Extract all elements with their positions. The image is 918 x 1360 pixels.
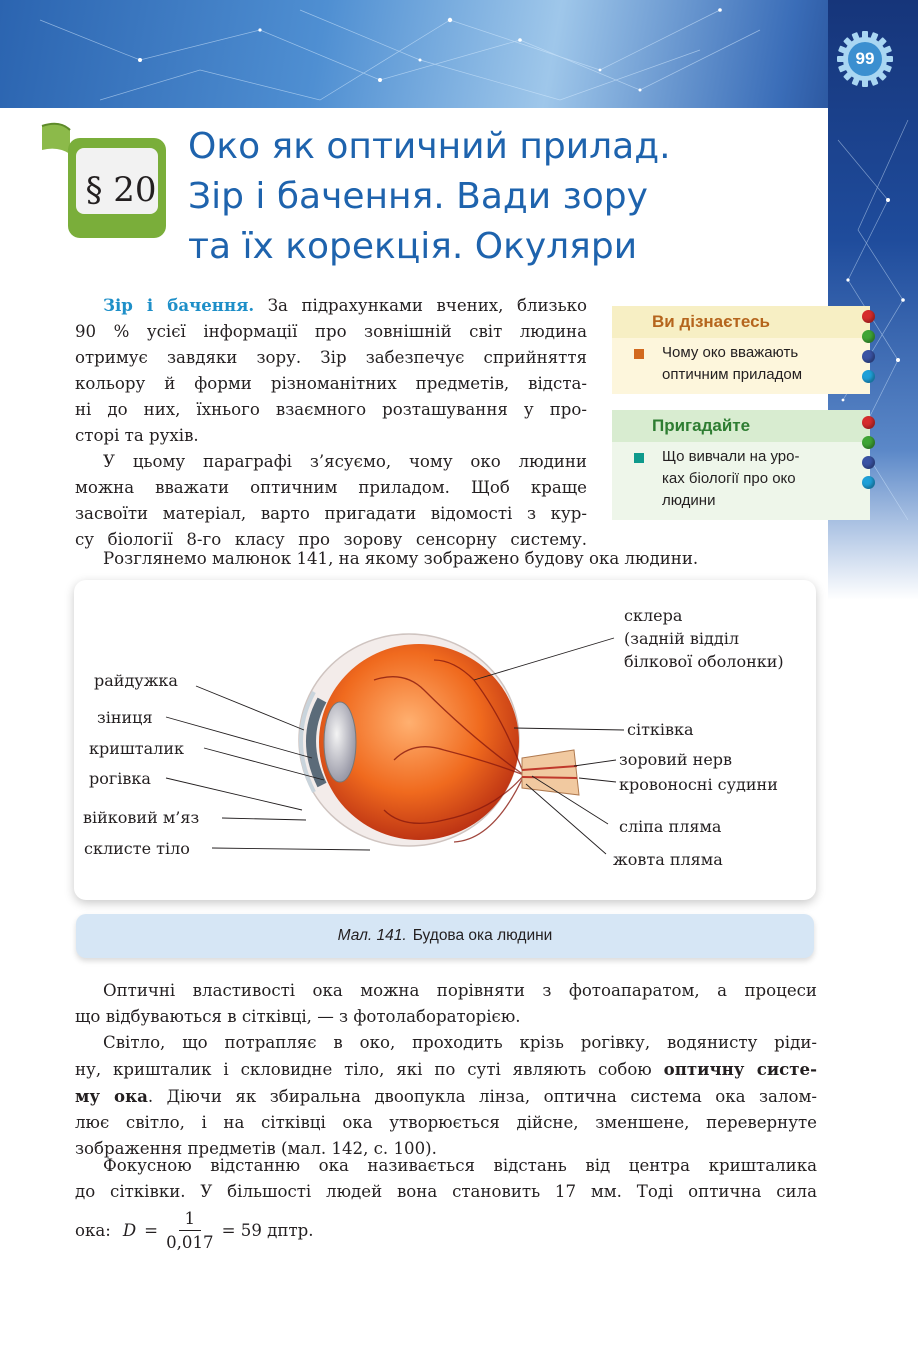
recall-line: Що вивчали на уро- (662, 448, 800, 465)
red-dot-icon (862, 416, 875, 429)
bold-term: му ока (75, 1086, 148, 1106)
formula-variable: D (122, 1220, 137, 1240)
title-line: Зір і бачення. Вади зору (188, 176, 648, 217)
body-paragraph-3 (75, 1153, 817, 1205)
text-line: Світло, що потрапляє в око, проходить крізь рогівку, водянисту ріди- (103, 1033, 817, 1052)
text-fragment: . Діючи як збиральна двоопукла лінза, оптична система ока залом- (147, 1087, 817, 1106)
page-number: 99 (855, 49, 875, 68)
text-line: Розглянемо малюнок 141, на якому зображено будову ока людини. (103, 549, 699, 568)
cyan-dot-icon (862, 370, 875, 383)
text-line: су біології 8-го класу про зорову сенсорну систему. (75, 530, 587, 549)
label-blind-spot: сліпа пляма (619, 817, 722, 836)
text-fragment: За підрахунками вчених, близько (254, 296, 587, 315)
label-sclera-line: (задній відділ (624, 629, 739, 648)
caption-text: Будова ока людини (412, 927, 553, 944)
optical-power-formula (75, 1200, 314, 1260)
label-retina: сітківка (627, 720, 694, 739)
text-line: засвоїти матеріал, варто пригадати відомості з кур- (75, 504, 587, 523)
recall-heading-text: Пригадайте (652, 416, 751, 435)
green-dot-icon (862, 330, 875, 343)
text-line: кольору й форми різноманітних предметів, відста- (75, 374, 587, 393)
learn-box-heading (612, 306, 870, 338)
text-line: до сітківки. У більшості людей вона становить 17 мм. Тоді оптична сила (75, 1182, 817, 1201)
formula-result: = 59 дптр. (221, 1220, 314, 1240)
figure-caption (76, 914, 814, 958)
page-title (188, 122, 808, 272)
label-blood-vessels: кровоносні судини (619, 775, 778, 794)
lead-term: Зір і бачення. (103, 295, 255, 315)
body-paragraph-1 (75, 978, 817, 1030)
lens-shape (324, 702, 356, 782)
text-line: отримує завдяки зору. Зір забезпечує сприйняття (75, 348, 587, 367)
recall-box-heading (612, 410, 870, 442)
learn-box (612, 306, 870, 394)
text-line: сторі та рухів. (75, 426, 199, 445)
label-sclera-line: білкової оболонки) (624, 652, 784, 671)
label-optic-nerve: зоровий нерв (619, 750, 733, 769)
label-vitreous-body: склисте тіло (84, 839, 190, 858)
title-line: Око як оптичний прилад. (188, 126, 671, 167)
caption-number: Мал. 141. (337, 927, 407, 944)
recall-line: людини (662, 492, 716, 509)
label-sclera-line: склера (624, 606, 683, 625)
blue-dot-icon (862, 456, 875, 469)
text-line: Фокусною відстанню ока називається відстань від центра кришталика (103, 1156, 817, 1175)
section-number: § 20 (85, 170, 157, 210)
text-line: що відбуваються в сітківці, — з фотолабораторією. (75, 1007, 521, 1026)
cyan-dot-icon (862, 476, 875, 489)
text-line (75, 1083, 817, 1110)
fraction-denominator: 0,017 (166, 1232, 214, 1252)
formula-fraction (166, 1209, 214, 1252)
text-line: 90 % усієї інформації про зовнішній світ людина (75, 322, 587, 341)
title-line: та їх корекція. Окуляри (188, 226, 638, 267)
text-line: Оптичні властивості ока можна порівняти з фотоапаратом, а процеси (103, 981, 817, 1000)
blue-dot-icon (862, 350, 875, 363)
text-line: лює світло, і на сітківці ока утворюється дійсне, зменшене, перевернуте (75, 1113, 817, 1132)
learn-box-body (612, 338, 870, 394)
green-dot-icon (862, 436, 875, 449)
label-cornea: рогівка (89, 769, 151, 788)
label-iris: райдужка (94, 671, 178, 690)
recall-box (612, 410, 870, 520)
constellation-decoration (0, 0, 918, 108)
body-paragraph-2 (75, 1030, 817, 1162)
text-line (75, 1056, 817, 1083)
learn-line: оптичним приладом (662, 366, 803, 383)
text-line: зображення предметів (мал. 142, с. 100). (75, 1139, 437, 1158)
text-fragment: ну, кришталик і скловидне тіло, які по суті являють собою (75, 1060, 664, 1079)
formula-prefix: ока: (75, 1220, 111, 1240)
label-ciliary-muscle: війковий м’яз (83, 808, 200, 827)
color-dots (862, 416, 876, 496)
text-line (75, 292, 587, 319)
page-number-badge (836, 30, 894, 88)
recall-line: ках біології про око (662, 470, 796, 487)
label-sclera (624, 604, 784, 673)
formula-equals: = (144, 1220, 159, 1240)
text-line: можна вважати оптичним приладом. Щоб краще (75, 478, 587, 497)
fraction-numerator: 1 (179, 1209, 202, 1231)
label-pupil: зіниця (97, 708, 153, 727)
label-lens: кришталик (89, 739, 184, 758)
red-dot-icon (862, 310, 875, 323)
learn-line: Чому око вважають (662, 344, 799, 361)
color-dots (862, 310, 876, 390)
square-bullet-icon (634, 349, 644, 359)
recall-box-body (612, 442, 870, 520)
text-line: ні до них, їхнього взаємного розташування у про- (75, 400, 587, 419)
header-banner (0, 0, 918, 108)
text-line: У цьому параграфі з’ясуємо, чому око людини (103, 452, 587, 471)
square-bullet-icon (634, 453, 644, 463)
intro-paragraph-3 (103, 546, 823, 572)
label-yellow-spot: жовта пляма (613, 850, 723, 869)
bold-term: оптичну систе- (663, 1059, 817, 1079)
learn-heading-text: Ви дізнаєтесь (652, 312, 770, 331)
intro-paragraph (75, 292, 587, 553)
